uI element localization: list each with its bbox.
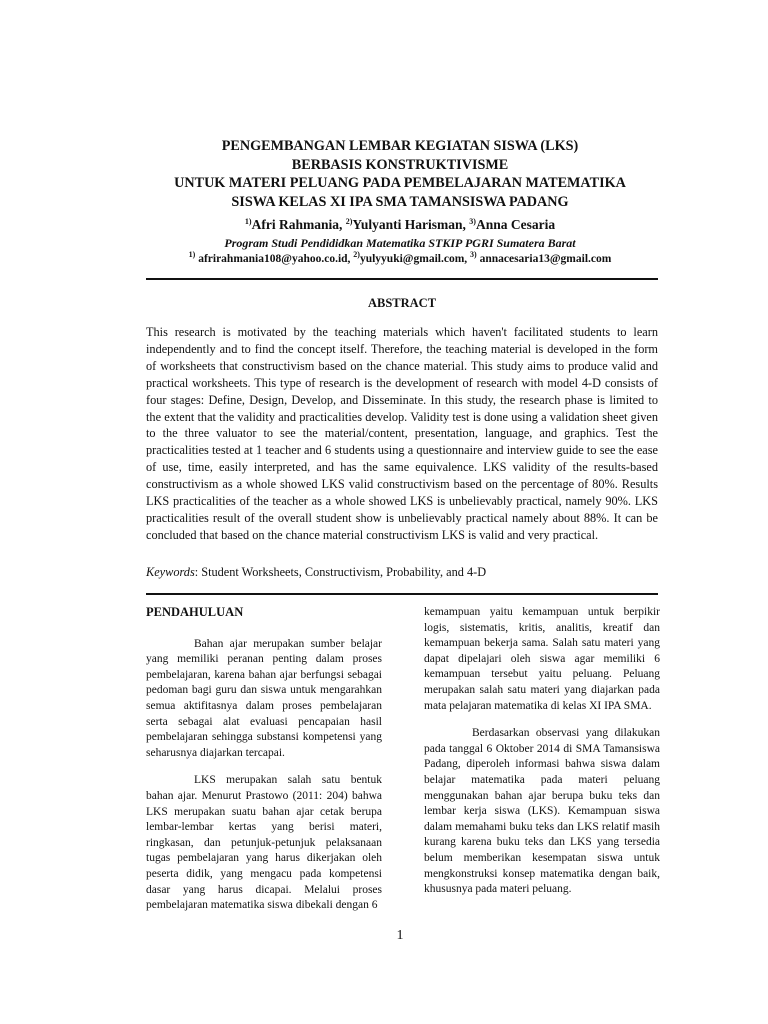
email-list	[110, 250, 690, 265]
left-paragraph-1: Bahan ajar merupakan sumber belajar yang memiliki peranan penting dalam proses pembelajaran, karena bahan ajar berfungsi sebagai pedoman bagi guru dan siswa untuk mengarahkan semua aktifitasnya dalam proses pembelajaran serta sebagai alat evaluasi pencapaian hasil pembelajaran sehingga substansi kompetensi yang seharusnya diajarkan tercapai.	[146, 637, 382, 759]
paper-title	[110, 137, 690, 211]
email-2-mark: 2)	[353, 250, 360, 259]
author-2-mark: 2)	[345, 217, 353, 226]
keywords-text: : Student Worksheets, Constructivism, Probability, and 4-D	[194, 565, 487, 579]
abstract-text: This research is motivated by the teaching materials which haven't facilitated students to learn independently and to find the concept itself. Therefore, the teaching material is developed in the form of worksheets that constructivism based on the chance material. This study aims to produce valid and practical worksheets. This type of research is the development of research with model 4-D consists of four stages: Define, Design, Develop, and Disseminate. In this study, the research phase is limited to the extent that the validity and practicalities develop. Validity test is done using a validation sheet given to the three valuator to see the material/content, presentation, language, and graphics. Test the practicalities tested at 1 teacher and 6 students using a questionnaire and interview guide to see the ease of use, time, easily interpreted, and has the same equivalence. LKS validity of the results-based constructivism as a whole showed LKS valid constructivism based on the percentage of 80%. Results LKS practicalities of the teacher as a whole showed LKS is unbelievably practical, namely 90%. LKS practicalities result of the overall student show is unbelievably practical namely about 88%. It can be concluded that based on the chance material constructivism LKS is valid and very practical.	[146, 325, 658, 542]
title-line-4: SISWA KELAS XI IPA SMA TAMANSISWA PADANG	[231, 193, 569, 210]
email-1: afrirahmania108@yahoo.co.id,	[195, 253, 354, 265]
author-1-mark: 1)	[244, 217, 252, 226]
page-number: 1	[396, 928, 404, 943]
right-column	[424, 605, 660, 910]
title-line-1: PENGEMBANGAN LEMBAR KEGIATAN SISWA (LKS)	[221, 138, 579, 154]
email-3: annacesaria13@gmail.com	[476, 253, 612, 265]
left-paragraph-2: LKS merupakan salah satu bentuk bahan ajar. Menurut Prastowo (2011: 204) bahwa LKS merupakan suatu bahan ajar cetak berupa lembar-lembar kertas yang berisi materi, ringkasan, dan petunjuk-petunjuk pelaksanaan tugas pembelajaran yang harus dikerjakan oleh peserta didik, yang mengacu pada kompetensi dasar yang harus dicapai. Melalui proses pembelajaran matematika siswa dibekali dengan 6	[146, 774, 382, 912]
right-paragraph-1: kemampuan yaitu kemampuan untuk berpikir logis, sistematis, kritis, analitis, kreatif dan kemampuan bekerja sama. Salah satu materi yang dapat dipelajari oleh siswa agar memiliki 6 kemampuan tersebut yaitu peluang. Peluang merupakan salah satu materi yang diajarkan pada mata pelajaran matematika di kelas XI IPA SMA.	[424, 606, 660, 712]
keywords-line	[146, 565, 658, 580]
email-1-mark: 1)	[188, 250, 196, 259]
author-3-name: Anna Cesaria	[475, 217, 556, 232]
title-line-2: BERBASIS KONSTRUKTIVISME	[291, 156, 509, 173]
affiliation: Program Studi Pendididkan Matematika STKIP PGRI Sumatera Barat	[224, 236, 576, 250]
left-column	[146, 605, 382, 926]
author-list	[110, 217, 690, 233]
author-2-name: Yulyanti Harisman,	[352, 217, 470, 232]
section-divider	[146, 593, 658, 595]
top-divider	[146, 278, 658, 280]
author-1-name: Afri Rahmania,	[251, 217, 346, 232]
right-paragraph-2: Berdasarkan observasi yang dilakukan pada tanggal 6 Oktober 2014 di SMA Tamansiswa Padang, diperoleh informasi bahwa siswa dalam belajar matematika pada materi peluang menggunakan bahan ajar berupa buku teks dan lembar kerja siswa (LKS). Kemampuan siswa dalam memahami buku teks dan LKS relatif masih kurang karena buku teks dan LKS yang tersedia belum memberikan kesempatan siswa untuk mengkonstruksi konsep matematika dengan baik, khususnya pada materi peluang.	[424, 727, 660, 896]
keywords-label: Keywords	[146, 565, 195, 579]
author-3-mark: 3)	[469, 217, 476, 226]
abstract-heading: ABSTRACT	[367, 296, 437, 310]
email-2: yulyyuki@gmail.com,	[359, 253, 471, 265]
title-line-3: UNTUK MATERI PELUANG PADA PEMBELAJARAN MATEMATIKA	[174, 175, 626, 191]
email-3-mark: 3)	[470, 250, 477, 259]
section-title: PENDAHULUAN	[146, 605, 244, 619]
